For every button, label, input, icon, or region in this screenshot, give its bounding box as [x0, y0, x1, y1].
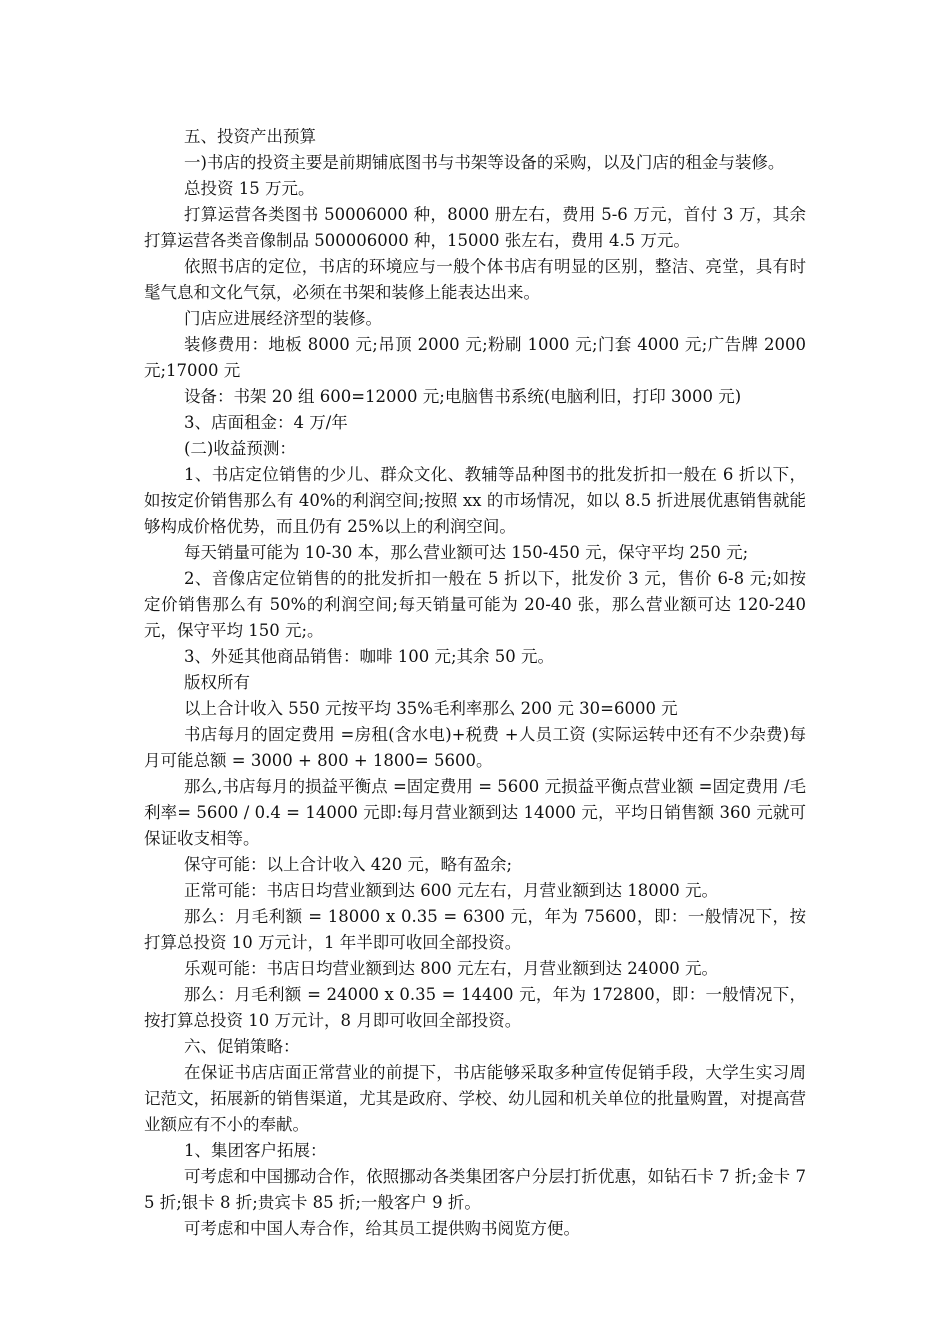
- paragraph: 每天销量可能为 10-30 本，那么营业额可达 150-450 元，保守平均 250 元;: [184, 543, 749, 562]
- paragraph: 门店应进展经济型的装修。: [184, 309, 382, 328]
- paragraph: 依照书店的定位，书店的环境应与一般个体书店有明显的区别，整洁、亮堂，具有时髦气息和文化气氛，必须在书架和装修上能表达出来。: [144, 257, 806, 302]
- paragraph: 打算运营各类图书 50006000 种，8000 册左右，费用 5-6 万元，首付 3 万，其余打算运营各类音像制品 500006000 种，15000 张左右，费用 4.5 万元。: [144, 205, 806, 250]
- subsection-heading-revenue-forecast: (二)收益预测：: [184, 439, 296, 458]
- paragraph: 那么：月毛利额 = 18000 x 0.35 = 6300 元，年为 75600，即：一般情况下，按打算总投资 10 万元计，1 年半即可收回全部投资。: [144, 907, 806, 952]
- paragraph: 保守可能：以上合计收入 420 元，略有盈余;: [184, 855, 513, 874]
- paragraph: 一)书店的投资主要是前期铺底图书与书架等设备的采购，以及门店的租金与装修。: [184, 153, 785, 172]
- paragraph: 那么,书店每月的损益平衡点 =固定费用 = 5600 元损益平衡点营业额 =固定费用 /毛利率= 5600 / 0.4 = 14000 元即:每月营业额到达 14000 元，平均日销售额 360 元就可保证收支相等。: [144, 777, 806, 848]
- paragraph: 书店每月的固定费用 =房租(含水电)+税费 +人员工资 (实际运转中还有不少杂费)每月可能总额 = 3000 + 800 + 1800= 5600。: [144, 725, 806, 770]
- paragraph: 乐观可能：书店日均营业额到达 800 元左右，月营业额到达 24000 元。: [184, 959, 718, 978]
- paragraph: 装修费用：地板 8000 元;吊顶 2000 元;粉刷 1000 元;门套 4000 元;广告牌 2000 元;17000 元: [144, 335, 806, 380]
- subsection-heading-group-clients: 1、集团客户拓展：: [184, 1141, 327, 1160]
- paragraph: 正常可能：书店日均营业额到达 600 元左右，月营业额到达 18000 元。: [184, 881, 718, 900]
- paragraph: 设备：书架 20 组 600=12000 元;电脑售书系统(电脑利旧，打印 3000 元): [184, 387, 742, 406]
- section-heading-investment-budget: 五、投资产出预算: [184, 127, 316, 146]
- paragraph: 3、店面租金：4 万/年: [184, 413, 348, 432]
- paragraph: 可考虑和中国人寿合作，给其员工提供购书阅览方便。: [184, 1219, 580, 1238]
- paragraph: 版权所有: [184, 673, 250, 692]
- paragraph: 3、外延其他商品销售：咖啡 100 元;其余 50 元。: [184, 647, 555, 666]
- paragraph: 1、书店定位销售的少儿、群众文化、教辅等品种图书的批发折扣一般在 6 折以下，如按定价销售那么有 40%的利润空间;按照 xx 的市场情况，如以 8.5 折进展优惠销售就能够构成价格优势，而且仍有 25%以上的利润空间。: [144, 465, 806, 536]
- paragraph: 可考虑和中国挪动合作，依照挪动各类集团客户分层打折优惠，如钻石卡 7 折;金卡 75 折;银卡 8 折;贵宾卡 85 折;一般客户 9 折。: [144, 1167, 806, 1212]
- paragraph: 以上合计收入 550 元按平均 35%毛利率那么 200 元 30=6000 元: [184, 699, 678, 718]
- paragraph: 2、音像店定位销售的的批发折扣一般在 5 折以下，批发价 3 元，售价 6-8 元;如按定价销售那么有 50%的利润空间;每天销量可能为 20-40 张，那么营业额可达 120-240 元，保守平均 150 元;。: [144, 569, 806, 640]
- document-body: [144, 124, 806, 1242]
- section-heading-promotion-strategy: 六、促销策略：: [184, 1037, 300, 1056]
- paragraph: 那么：月毛利额 = 24000 x 0.35 = 14400 元，年为 172800，即：一般情况下，按打算总投资 10 万元计，8 月即可收回全部投资。: [144, 985, 806, 1030]
- paragraph: 在保证书店店面正常营业的前提下，书店能够采取多种宣传促销手段，大学生实习周记范文，拓展新的销售渠道，尤其是政府、学校、幼儿园和机关单位的批量购置，对提高营业额应有不小的奉献。: [144, 1063, 806, 1134]
- paragraph: 总投资 15 万元。: [184, 179, 315, 198]
